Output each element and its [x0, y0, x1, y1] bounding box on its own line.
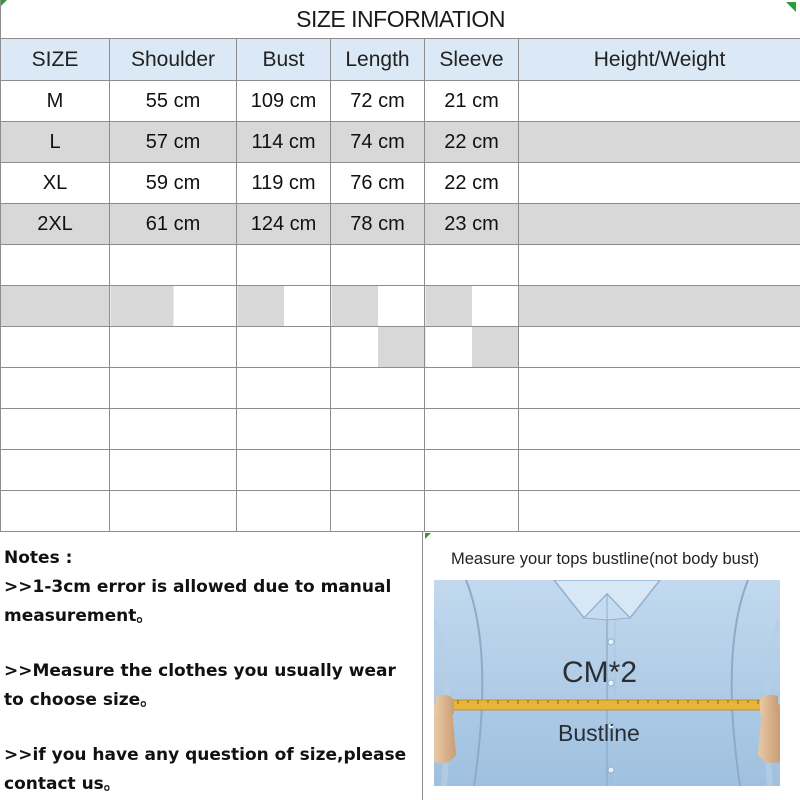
shoulder-cell: 59 cm	[110, 163, 237, 204]
cm-times-two-label: CM*2	[562, 656, 638, 689]
bustline-label: Bustline	[558, 720, 640, 746]
height-weight-cell	[519, 204, 800, 245]
column-header-sleeve: Sleeve	[425, 39, 519, 81]
column-header-size: SIZE	[1, 39, 110, 81]
empty-row	[1, 327, 800, 368]
sleeve-cell: 22 cm	[425, 122, 519, 163]
sleeve-cell: 23 cm	[425, 204, 519, 245]
empty-row	[1, 368, 800, 409]
column-header-shoulder: Shoulder	[110, 39, 237, 81]
column-header-bust: Bust	[237, 39, 331, 81]
bust-cell: 124 cm	[237, 204, 331, 245]
bust-cell: 114 cm	[237, 122, 331, 163]
shoulder-cell: 61 cm	[110, 204, 237, 245]
table-row	[1, 204, 800, 245]
note-item: >>if you have any question of size,please contact us。	[4, 745, 407, 794]
table-row	[1, 122, 800, 163]
height-weight-cell	[519, 81, 800, 122]
empty-row	[1, 491, 800, 532]
sleeve-cell: 21 cm	[425, 81, 519, 122]
sleeve-cell: 22 cm	[425, 163, 519, 204]
empty-row	[1, 409, 800, 450]
shoulder-cell: 55 cm	[110, 81, 237, 122]
table-row	[1, 81, 800, 122]
shirt-bustline-photo	[434, 580, 780, 786]
notes-heading: Notes :	[4, 548, 73, 568]
size-cell: L	[1, 122, 110, 163]
table-row	[1, 163, 800, 204]
height-weight-cell	[519, 163, 800, 204]
measurement-panel	[424, 532, 800, 800]
bust-cell: 119 cm	[237, 163, 331, 204]
header-row	[1, 39, 800, 81]
notes-panel	[0, 532, 423, 800]
size-cell: XL	[1, 163, 110, 204]
length-cell: 78 cm	[331, 204, 425, 245]
measurement-caption: Measure your tops bustline(not body bust)	[451, 550, 760, 568]
corner-marker	[425, 533, 431, 539]
size-cell: M	[1, 81, 110, 122]
table-title: SIZE INFORMATION	[1, 0, 800, 39]
note-item: >>Measure the clothes you usually wear to choose size。	[4, 661, 396, 710]
length-cell: 74 cm	[331, 122, 425, 163]
column-header-length: Length	[331, 39, 425, 81]
length-cell: 76 cm	[331, 163, 425, 204]
bust-cell: 109 cm	[237, 81, 331, 122]
info-section	[0, 532, 800, 800]
empty-row	[1, 245, 800, 286]
empty-row	[1, 286, 800, 327]
note-item: >>1-3cm error is allowed due to manual measurement。	[4, 577, 392, 626]
column-header-height-weight: Height/Weight	[519, 39, 800, 81]
size-cell: 2XL	[1, 204, 110, 245]
length-cell: 72 cm	[331, 81, 425, 122]
height-weight-cell	[519, 122, 800, 163]
empty-row	[1, 450, 800, 491]
shoulder-cell: 57 cm	[110, 122, 237, 163]
